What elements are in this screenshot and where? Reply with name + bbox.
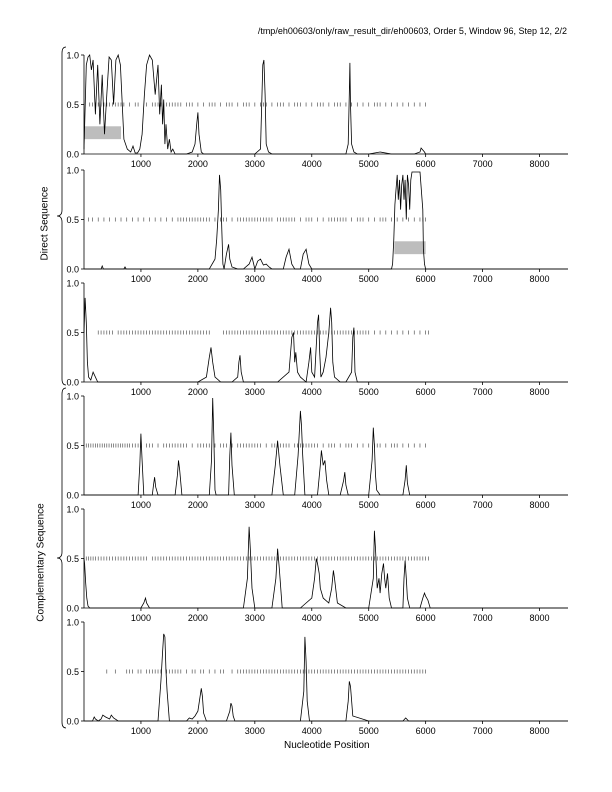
frame-direct-2-xtick-label-6: 7000 bbox=[472, 274, 493, 284]
frame-complementary-3-xtick-label-2: 3000 bbox=[244, 726, 265, 736]
direct-sequence-label: Direct Sequence bbox=[39, 186, 51, 261]
frame-direct-1-xtick-label-1: 2000 bbox=[187, 159, 208, 169]
frame-direct-1-xtick-label-7: 8000 bbox=[529, 159, 550, 169]
frame-direct-3-ytick-label-1: 0.5 bbox=[66, 328, 79, 338]
frame-direct-1-xtick-label-5: 6000 bbox=[415, 159, 436, 169]
x-axis-label: Nucleotide Position bbox=[284, 740, 370, 751]
frame-direct-2-xtick-label-7: 8000 bbox=[529, 274, 550, 284]
frame-complementary-3-xtick-label-1: 2000 bbox=[187, 726, 208, 736]
frame-direct-2-ytick-label-1: 0.5 bbox=[66, 215, 79, 225]
frame-direct-3-xtick-label-2: 3000 bbox=[244, 387, 265, 397]
frame-direct-3-xtick-label-4: 5000 bbox=[358, 387, 379, 397]
frame-direct-1-ytick-label-0: 0.0 bbox=[66, 149, 79, 160]
frame-complementary-2-xtick-label-1: 2000 bbox=[187, 613, 208, 623]
frame-direct-2-xtick-label-3: 4000 bbox=[301, 274, 322, 284]
frame-complementary-2-xtick-label-2: 3000 bbox=[244, 613, 265, 623]
frame-direct-1-xtick-label-6: 7000 bbox=[472, 159, 493, 169]
frame-complementary-3-xtick-label-6: 7000 bbox=[472, 726, 493, 736]
frame-complementary-1-xtick-label-3: 4000 bbox=[301, 500, 322, 510]
frame-complementary-1-xtick-label-1: 2000 bbox=[187, 500, 208, 510]
frame-direct-2-ytick-label-0: 0.0 bbox=[66, 264, 79, 275]
frame-complementary-1-ytick-label-0: 0.0 bbox=[66, 490, 79, 501]
frame-direct-3-xtick-label-7: 8000 bbox=[529, 387, 550, 397]
frame-direct-1-xtick-label-2: 3000 bbox=[244, 159, 265, 169]
frame-direct-1-xtick-label-4: 5000 bbox=[358, 159, 379, 169]
frame-complementary-3-xtick-label-5: 6000 bbox=[415, 726, 436, 736]
frame-complementary-2-xtick-label-3: 4000 bbox=[301, 613, 322, 623]
frame-direct-3-xtick-label-5: 6000 bbox=[415, 387, 436, 397]
frame-direct-1-highlight-box-0 bbox=[84, 126, 121, 139]
complementary-sequence-label: Complementary Sequence bbox=[35, 503, 47, 622]
frame-direct-2-ytick-label-2: 1.0 bbox=[66, 165, 79, 176]
direct-sequence-brace bbox=[57, 47, 66, 385]
frame-direct-1-xtick-label-0: 1000 bbox=[130, 159, 151, 169]
frame-direct-2-highlight-box-0 bbox=[394, 241, 425, 254]
frame-direct-3-xtick-label-6: 7000 bbox=[472, 387, 493, 397]
frame-complementary-1-series-line-0 bbox=[84, 398, 568, 495]
frame-complementary-1-xtick-label-0: 1000 bbox=[130, 500, 151, 510]
frame-direct-1-series-line-0 bbox=[84, 55, 568, 154]
frame-complementary-1-xtick-label-2: 3000 bbox=[244, 500, 265, 510]
frame-complementary-3-series-line-0 bbox=[84, 634, 568, 721]
frame-complementary-2-ytick-label-0: 0.0 bbox=[66, 603, 79, 614]
frame-complementary-3-ytick-label-1: 0.5 bbox=[66, 667, 79, 677]
frame-complementary-2-ytick-label-2: 1.0 bbox=[66, 504, 79, 515]
frame-complementary-1-ytick-label-1: 0.5 bbox=[66, 441, 79, 451]
frame-direct-3-series-line-0 bbox=[84, 298, 568, 382]
frame-complementary-3-ytick-label-2: 1.0 bbox=[66, 617, 79, 628]
frame-direct-2-xtick-label-1: 2000 bbox=[187, 274, 208, 284]
frame-complementary-1-xtick-label-5: 6000 bbox=[415, 500, 436, 510]
frame-complementary-2-xtick-label-0: 1000 bbox=[130, 613, 151, 623]
frame-complementary-2-xtick-label-5: 6000 bbox=[415, 613, 436, 623]
frame-direct-2-xtick-label-0: 1000 bbox=[130, 274, 151, 284]
frame-complementary-1-xtick-label-4: 5000 bbox=[358, 500, 379, 510]
frame-direct-2-xtick-label-2: 3000 bbox=[244, 274, 265, 284]
frame-direct-3-xtick-label-0: 1000 bbox=[130, 387, 151, 397]
frame-complementary-2-xtick-label-6: 7000 bbox=[472, 613, 493, 623]
frame-direct-3-xtick-label-1: 2000 bbox=[187, 387, 208, 397]
header-title: /tmp/eh00603/only/raw_result_dir/eh00603, Order 5, Window 96, Step 12, 2/2 bbox=[257, 26, 567, 36]
frame-direct-3-ytick-label-0: 0.0 bbox=[66, 377, 79, 388]
frame-complementary-2-xtick-label-7: 8000 bbox=[529, 613, 550, 623]
frame-complementary-1-xtick-label-7: 8000 bbox=[529, 500, 550, 510]
frame-direct-1-ytick-label-2: 1.0 bbox=[66, 50, 79, 61]
frame-complementary-1-xtick-label-6: 7000 bbox=[472, 500, 493, 510]
frame-complementary-3-ytick-label-0: 0.0 bbox=[66, 716, 79, 727]
frame-complementary-3-xtick-label-7: 8000 bbox=[529, 726, 550, 736]
complementary-sequence-brace bbox=[57, 388, 66, 728]
frame-direct-1-ytick-label-1: 0.5 bbox=[66, 100, 79, 110]
frame-direct-2-series-line-0 bbox=[84, 172, 568, 269]
frame-complementary-1-ytick-label-2: 1.0 bbox=[66, 391, 79, 402]
frame-direct-2-xtick-label-5: 6000 bbox=[415, 274, 436, 284]
frame-direct-1-xtick-label-3: 4000 bbox=[301, 159, 322, 169]
frame-complementary-2-xtick-label-4: 5000 bbox=[358, 613, 379, 623]
frame-complementary-3-xtick-label-3: 4000 bbox=[301, 726, 322, 736]
frame-complementary-2-series-line-0 bbox=[84, 527, 568, 608]
frame-direct-2-xtick-label-4: 5000 bbox=[358, 274, 379, 284]
frame-complementary-3-xtick-label-0: 1000 bbox=[130, 726, 151, 736]
frame-direct-3-xtick-label-3: 4000 bbox=[301, 387, 322, 397]
frame-complementary-3-xtick-label-4: 5000 bbox=[358, 726, 379, 736]
frame-direct-3-ytick-label-2: 1.0 bbox=[66, 278, 79, 289]
frame-complementary-2-ytick-label-1: 0.5 bbox=[66, 554, 79, 564]
